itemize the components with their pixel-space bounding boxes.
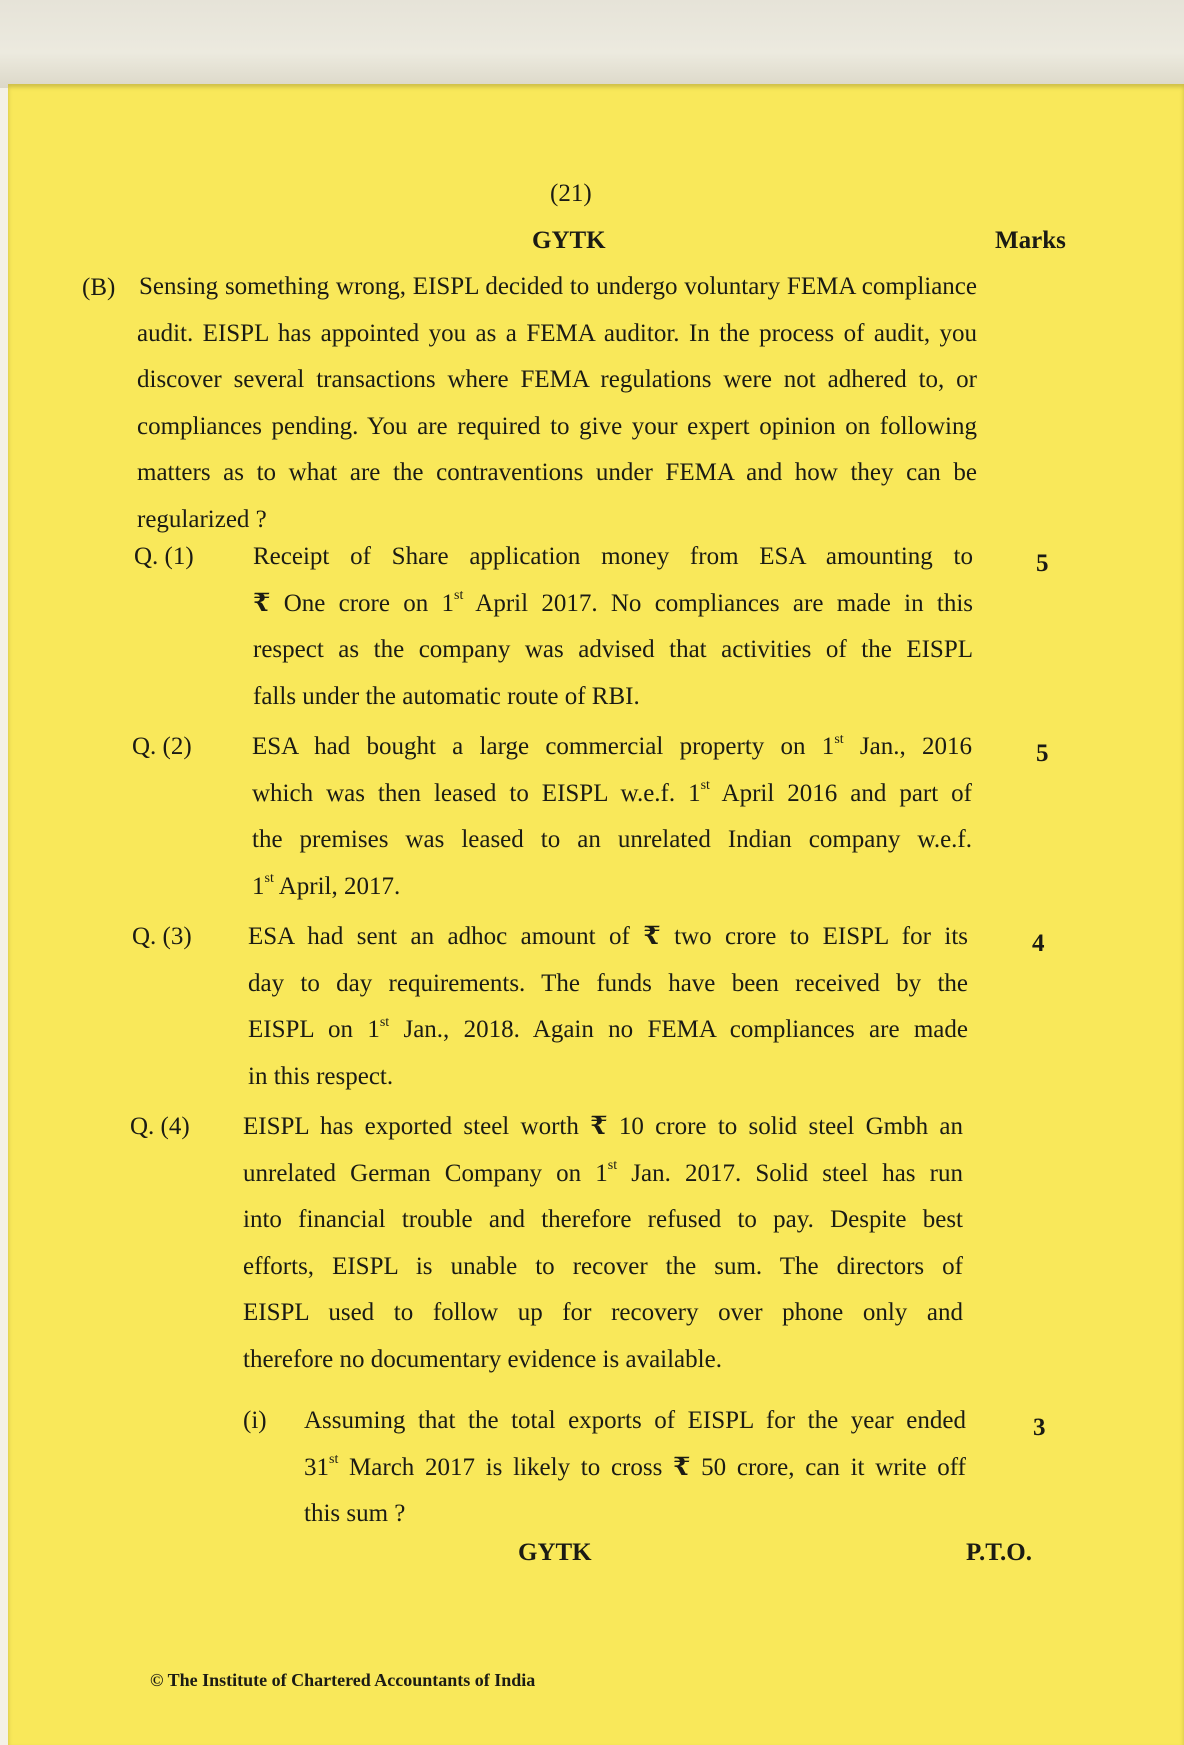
question-text-line: into financial trouble and therefore refused to pay. Despite best [243, 1206, 963, 1234]
subquestion-text-line [304, 1453, 966, 1483]
pto-label: P.T.O. [966, 1539, 1032, 1566]
question-text-line [243, 1112, 963, 1142]
question-text-line: therefore no documentary evidence is available. [243, 1346, 722, 1373]
text-run: April 2017. No compliances are made in this [463, 589, 973, 617]
text-run: March 2017 is likely to cross [338, 1453, 674, 1481]
ordinal-suffix: st [607, 1158, 618, 1174]
text-run: unrelated German Company on 1 [243, 1159, 608, 1187]
text-run: Jan., 2016 [843, 733, 973, 760]
text-run: 31 [304, 1453, 329, 1481]
page-number: (21) [550, 180, 592, 207]
text-run: April 2016 and part of [709, 779, 972, 807]
text-run: 1 [252, 872, 265, 900]
text-run: Jan., 2018. Again no FEMA compliances are made [389, 1016, 969, 1044]
paper-code-top: GYTK [532, 227, 606, 254]
question-text-line [252, 779, 972, 809]
subquestion-marks: 3 [1033, 1414, 1046, 1441]
subquestion-text-line: this sum ? [304, 1500, 406, 1528]
paper-code-bottom: GYTK [518, 1539, 592, 1566]
ordinal-suffix: st [329, 1452, 339, 1468]
question-text-line [248, 922, 968, 952]
text-run: ESA had sent an adhoc amount of [248, 923, 644, 950]
text-run: April, 2017. [273, 872, 401, 900]
question-text-line [252, 872, 972, 902]
text-run: 50 crore, can it write off [690, 1453, 966, 1481]
ordinal-suffix: st [454, 588, 464, 604]
text-run: which was then leased to EISPL w.e.f. 1 [252, 779, 701, 807]
question-marks: 5 [1036, 740, 1049, 767]
question-label: Q. (3) [132, 923, 192, 950]
text-run: One crore on 1 [270, 589, 455, 617]
copyright-notice: © The Institute of Chartered Accountants of India [150, 1670, 536, 1690]
question-text-line: day to day requirements. The funds have been received by the [248, 969, 968, 997]
text-run: 10 crore to solid steel Gmbh an [607, 1113, 963, 1140]
question-text-line: respect as the company was advised that activities of the EISPL [253, 636, 973, 664]
question-label: Q. (2) [132, 733, 192, 760]
question-text-line [243, 1159, 963, 1189]
subquestion-text-line: Assuming that the total exports of EISPL for the year ended [304, 1407, 966, 1434]
question-text-line: EISPL used to follow up for recovery over phone only and [243, 1299, 963, 1327]
rupee-symbol: ₹ [643, 923, 661, 950]
question-text-line [252, 732, 972, 762]
text-run: ESA had bought a large commercial property on 1 [252, 733, 835, 760]
question-text-line: Receipt of Share application money from ESA amounting to [253, 543, 973, 570]
question-marks: 5 [1036, 550, 1049, 577]
text-run: Jan. 2017. Solid steel has run [617, 1159, 963, 1187]
ordinal-suffix: st [379, 1014, 390, 1030]
question-text-line: falls under the automatic route of RBI. [253, 682, 640, 710]
rupee-symbol: ₹ [673, 1453, 691, 1481]
question-text-line: the premises was leased to an unrelated Indian company w.e.f. [252, 826, 972, 854]
section-label: (B) [82, 274, 116, 301]
scan-top-margin [0, 0, 1184, 88]
text-run: two crore to EISPL for its [660, 923, 968, 950]
subquestion-label: (i) [243, 1407, 267, 1434]
ordinal-suffix: st [700, 778, 710, 794]
question-text-line: efforts, EISPL is unable to recover the sum. The directors of [243, 1252, 963, 1280]
question-text-line [248, 1015, 968, 1045]
question-label: Q. (4) [130, 1113, 190, 1140]
question-marks: 4 [1032, 930, 1045, 957]
ordinal-suffix: st [264, 871, 274, 887]
rupee-symbol: ₹ [590, 1113, 608, 1140]
ordinal-suffix: st [834, 731, 844, 747]
text-run: EISPL has exported steel worth [243, 1113, 591, 1140]
marks-heading: Marks [995, 227, 1066, 254]
text-run: EISPL on 1 [248, 1016, 380, 1044]
section-intro: Sensing something wrong, EISPL decided to undergo voluntary FEMA compliance audit. EISPL has appointed you as a FEMA auditor. In the process of audit, you discover several transactions where FEMA regulations were not adhered to, or compliances pending. You are required to give your expert opinion on following matters as to what are the contraventions under FEMA and how they can be regularized ? [137, 273, 977, 533]
question-text-line: in this respect. [248, 1062, 394, 1090]
question-text-line [253, 589, 973, 619]
rupee-symbol: ₹ [253, 589, 271, 617]
question-label: Q. (1) [134, 543, 194, 570]
